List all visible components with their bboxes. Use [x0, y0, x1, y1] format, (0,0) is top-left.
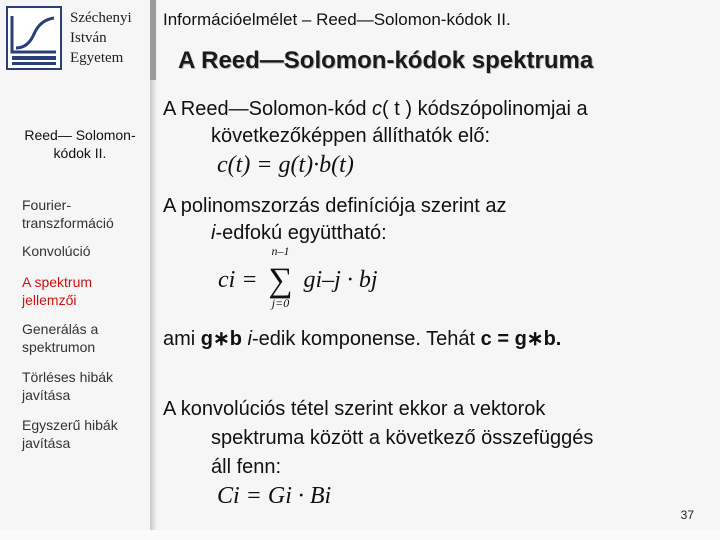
bottom-band: [0, 530, 720, 540]
paragraph-1: [163, 96, 703, 150]
p1-line-1: [163, 96, 703, 123]
eq2-lhs: ci =: [218, 267, 258, 293]
nav-item-fourier[interactable]: Fourier-transzformáció: [22, 197, 114, 231]
paragraph-3: [163, 326, 703, 353]
p1-text-a: A Reed—Solomon-kód: [163, 98, 373, 120]
nav-item-reed-solomon[interactable]: Reed— Solomon-kódok II.: [24, 127, 136, 161]
p2-var-i: i: [211, 222, 216, 244]
equation-codeword: c(t) = g(t)·b(t): [217, 152, 354, 178]
sum-upper: n–1: [271, 244, 290, 258]
nav-item-spektrum-jellemzoi[interactable]: A spektrum jellemzői: [22, 274, 93, 308]
logo-line-3: Egyetem: [70, 50, 124, 66]
p3-dot: .: [555, 328, 562, 350]
logo-line-1: Széchenyi: [70, 10, 132, 26]
university-name: [70, 8, 132, 68]
eq2-rhs: gi–j · bj: [303, 267, 378, 293]
p2-line-2: [163, 220, 703, 247]
p2-text: -edfokú együttható:: [215, 222, 387, 244]
course-title: Információelmélet – Reed—Solomon-kódok II.: [163, 10, 511, 29]
nav-item-egyszeru-hibak[interactable]: Egyszerű hibák javítása: [22, 417, 118, 451]
p3-bold-gb: g∗b: [200, 328, 242, 350]
nav-item-torleses-hibak[interactable]: Törléses hibák javítása: [22, 369, 114, 403]
page-number: 37: [680, 508, 694, 522]
nav-item-generalas[interactable]: Generálás a spektrumon: [22, 321, 99, 355]
sum-lower: j=0: [271, 296, 290, 310]
logo-line-2: István: [70, 30, 107, 46]
p3-text-b: -edik komponense. Tehát: [252, 328, 481, 350]
university-logo-icon: [6, 6, 62, 70]
p3-var-i: i: [242, 328, 252, 350]
equation-spectrum: Ci = Gi · Bi: [217, 483, 332, 509]
paragraph-2: [163, 193, 703, 247]
nav-item-konvolucio[interactable]: Konvolúció: [22, 243, 91, 259]
p1-var-t: ( t ): [382, 98, 413, 120]
p4-line-3: áll fenn:: [211, 456, 282, 478]
sidebar-divider-top: [150, 0, 156, 80]
slide-title: A Reed—Solomon-kódok spektruma: [178, 47, 594, 74]
paragraph-4: [163, 395, 703, 482]
p3-text-a: ami: [163, 328, 201, 350]
logo-graphic: [8, 8, 60, 68]
sum-symbol: n–1 ∑ j=0: [264, 258, 298, 296]
p4-line-1: A konvolúciós tétel szerint ekkor a vektorok: [163, 398, 546, 420]
equation-convolution: [218, 244, 378, 310]
p2-line-1: A polinomszorzás definíciója szerint az: [163, 195, 507, 217]
p3-bold-c: c = g∗b: [480, 328, 556, 350]
p1-text-b: kódszópolinomjai a: [412, 98, 588, 120]
p1-var-c: c: [372, 98, 383, 120]
p1-line-2: következőképpen állíthatók elő:: [211, 125, 491, 147]
p4-line-2: spektruma között a következő összefüggés: [211, 427, 594, 449]
